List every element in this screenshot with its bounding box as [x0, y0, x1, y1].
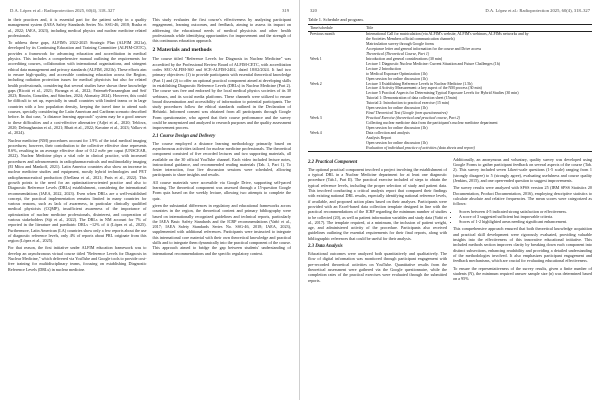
table-cell-title: Introduction and general considerations (30 min) [366, 56, 443, 61]
paragraph: The survey results were analyzed with SPSS version 25 (IBM SPSS Statistics 20 Documentation, Product Documentation, 2016), employing descriptive statistics to calculate absolute and relative frequencies. The mean scores were categorized as follows: [453, 185, 592, 207]
paragraph: given the substantial differences in regulatory and educational frameworks across countries in the region, the theoretical content and primary bibliography were based on internationally recognized guidelines and technical reports, particularly the IAEA Basic Safety Standards and the ICRP recommendations (Vañó et al., 2017; IAEA Safety Standards Series No. SSG-46, 2018; IAEA, 2023), supplemented with additional references. Participants were instructed to integrate this international core material with their own theoretical knowledge and practical skills and to integrate them dynamically into the practical component of the course. This approach aimed to bridge the gap between students' understanding of international recommendations and the specific regulatory context. [152, 202, 291, 256]
table-cell-title: Practical Exercise (theoretical and practical course, Part 2) [366, 116, 460, 121]
table-cell-title: Tutorial 2: Introduction to practical exercise (15 min) [366, 101, 450, 106]
paragraph: The course titled "Reference Levels for Diagnosis in Nuclear Medicine" was accredited by the Professional Review Board of ALFIM-CETC, with accreditation codes SEC-ALFIM-360 and SCE-ALFIM-2402, dated 18/02/2024. It had two primary objectives: (1) to provide participants with essential theoretical knowledge (Part 1) and (2) to offer an optional practical component aimed at developing skills in establishing Diagnostic Reference Levels (DRLs) in Nuclear Medicine (Part 2). The course was free and endorsed by the local medical physics societies of its 30 webinars, and its social media platforms. These channels were utilized to ensure broad dissemination and accessibility of information to potential participants. The study procedures follow the ethical standards outlined in the Declaration of Helsinki. Informed consent was obtained from all participants through Google Form questionnaire, who agreed that their course performance and the survey could be anonymized and analyzed to research purposes and the quality assessment improvement process. [152, 56, 291, 131]
table-cell-title: Evaluation of individual practice of activities (data sheets and report) [364, 146, 592, 151]
table-row [308, 146, 592, 151]
table-cell-title: Open session for online discussion (1h) [366, 106, 428, 111]
column-header-time: Time/schedule [308, 25, 364, 32]
right-page [300, 0, 600, 400]
table-cell-title: Open session for online discussion (1h) [366, 126, 428, 131]
column-header-title: Title [364, 25, 592, 32]
table-cell-title: Theoretical (Theoretical Course, Part 1) [366, 51, 430, 56]
paragraph: in their practices and, it is essential part for the patient safety in a quality management system (IAEA Safety Standards Series No. SSG-46, 2018; Rusha et al., 2022; IAEA, 2023), including medical physics and nuclear medicine related professionals. [8, 17, 147, 38]
table-cell-title: the Societies Members official communication channels) [366, 36, 455, 41]
paragraph: This comprehensive approach ensured that both theoretical knowledge acquisition and practical skill development were rigorously evaluated, providing valuable insights into the effectiveness of this innovative educational initiative. This included methods section improves clarity by breaking down each component into distinct subsections, enhancing readability and providing a detailed understanding of the methodologies involved. It also emphasizes participant engagement and feedback mechanisms, which are crucial for evaluating educational effectiveness. [453, 226, 592, 264]
table-cell-title: Lecture 2 Introduction [366, 66, 402, 71]
schedule-table [308, 24, 592, 152]
table-cell-title: to Medical Exposure Optimization (1h) [366, 71, 428, 76]
paragraph: For that reason, the first initiative under ALFIM education framework was to develop an asynchronous virtual course titled "Reference Levels for Diagnosis in Nuclear Medicine," which delivered via YouTube and Google tools to provide cost-free training for multidisciplinary teams, focusing on establishing Diagnostic Reference Levels (DRLs) in nuclear medicine. [8, 245, 147, 272]
table-cell-title: Lecture 3 Establishing Reference Levels in Nuclear Medicine (1.5h) [366, 81, 473, 86]
left-column-2 [153, 17, 292, 274]
right-column-2 [453, 157, 592, 285]
table-header-row [308, 25, 592, 32]
table-body [308, 32, 592, 152]
page-number: 320 [310, 8, 317, 13]
subsection-heading: 2.1 Course Design and Delivery [152, 133, 216, 139]
paragraph: To ensure the representativeness of the survey results, given a finite number of students (N), the minimum required answer sample size (n) was determined based on a 95% [453, 265, 592, 282]
table-cell-title: International Call for matriculation (via ALFIM's website, ALFIM's webinars, ALFIMs networks and by [366, 32, 529, 36]
table-cell-title: Open session for online discussion (1h) [366, 140, 428, 145]
paragraph: The course employed a distance learning methodology primarily based on asynchronous activities tailored for nuclear medicine professionals. The theoretical component consisted of five recorded lectures and two supporting materials, all available on the 30 official YouTube channel. Each video included lecture notes, instructional guidance, and recommended reading materials (Tab. 1, Part 1). To foster interaction, four live discussion sessions were scheduled, allowing participants to share insights and results. [152, 140, 291, 178]
left-column-1 [8, 17, 147, 274]
paragraph: This study evaluates the first course's effectiveness by analyzing participant engagement, learning outcomes, and feedback, aiming to assess its impact on addressing the educational needs of medical physicists and other health professionals while identifying opportunities for improvement and the strength of this continuous education approach. [152, 17, 291, 44]
paragraph: Nuclear medicine (NM) procedures account for 1.9% of the total medical imaging procedures; however, their contribution to the collective effective dose represents 8.6%, resulting in an average effective dose of 0.12 mSv per caput (UNSCEAR, 2022). Nuclear Medicine plays a vital role in clinical practice, with increased procedures and advancements in radiopharmaceuticals and multimodality imaging (El Mitra and Mankoff, 2021). Latin America countries also show an increase in nuclear medicine studies and equipment, mostly hybrid technologies and PET radiopharmaceutical production (Orellana et al., 2021; Paris et al., 2022). This growth points to the need for an optimization-oriented practice and also to Diagnostic Reference Levels (DRLs) establishment, considering the international recommendations (IAEA, 2022, 2023). Even when DRLs are a well-established concept, the practical implementation remains limited in many countries for various reasons, such as lack of awareness, in particular clinically qualified medical physicists (CQMP), insufficient awareness of the importance of optimization of nuclear medicine professionals, disinterest, and cooperation of various stakeholders (Siji et al., 2022). The DRLs in NM account for 7% of reported in the literature and paediatric DRLs ~12% of it (López et al., 2025). Furthermore, Latin American (LA) countries show only a few reports about the use of diagnostic reference levels, only 4% of reports about PRL originate from this region (López et al., 2025). [8, 137, 147, 244]
page-number: 319 [282, 8, 289, 13]
right-column-1 [308, 157, 447, 285]
list-item: • Scores between 4-5 indicated strong satisfaction or effectiveness. [459, 209, 592, 214]
table-cell-time: Week 1 [310, 56, 322, 61]
paragraph: To address these gaps, ALFIM's 2022-2025 Strategic Plan (ALFIM 2021a), developed by its Continuing Education and Training Committee (ALFIM-CETC), provides a framework for advancing education and accreditation in medical physics. This includes a comprehensive manual outlining the requirements for accrediting courses, collaboration with international organizations, and stringent ethical data management and privacy standards (ALFIM, 2021b). These efforts aim to ensure high-quality, and accessible continuing education across the Region, including radiation protection issues for medical physicists but also for related health professionals, considering that several studies have shown these knowledge gaps (Ricotti et al., 2021; Bwanga et al., 2022; Fatemeh-Farzaneghan and Seif 2023; Rincón, González, and Sánchez, 2024; Alomairy 2024). However, this could be difficult to set up, especially in small countries with limited teams or in large countries with a low population density, keeping the travel time to attend such courses, specially considering the Latin American and Caribean scenario described before. In that case, "a distance learning approach" system may be a good answer to these difficulties and a cost-effective alternative (Adjei et al., 2020; Teblova, 2020; Delmaghanian et al., 2021; Bhatt et al., 2022; Kavaine et al., 2023; Valkov et al., 2024). [8, 40, 147, 136]
table-cell-title: Analysis Report [366, 136, 392, 141]
table-cell-title: Lecture 1 Diagnostic Nuclear Medicine: Current Situation and Future Challenges (1h) [366, 61, 500, 66]
table-caption: Table 1. Schedule and program. [308, 17, 364, 22]
list-item: • Scores of 1-2 highlighted areas needing significant enhancement. [459, 219, 592, 224]
table-cell-title: Tutorial 1: Demonstration of data collection sheet (15min) [366, 96, 457, 101]
running-header-left [8, 6, 291, 17]
table-cell-time: Week 3 [310, 116, 322, 121]
table-cell-title: Open session for online discussion (1h) [366, 76, 428, 81]
running-header-right [308, 6, 592, 17]
criteria-list [453, 209, 592, 225]
table-cell-title: Final Theoretical Test (Google form questionnaires) [366, 111, 448, 116]
table-cell-time: Week 4 [310, 131, 322, 136]
section-heading: 2 Materials and methods [152, 47, 212, 54]
table-cell-time: Week 2 [310, 81, 322, 86]
table-cell-title: Matriculation survey through Google forms [366, 41, 435, 46]
table-cell-time [308, 146, 364, 151]
paragraph: Additionally, an anonymous and voluntary, quality survey was developed using Google Forms to gather participant feedback on several aspects of the course (Tab. 2). This survey included seven Likert-scale questions (1-5 scale) ranging from 1 (strongly disagree) to 5 (strongly agree), evaluating usefulness and course quality (Jenkins, 2015), and one open-ended question to suggest improvements. [453, 156, 592, 184]
header-citation: D.A. López et al.: Radioprotection 2025, 60(4), 318–327 [10, 8, 115, 13]
paragraph: Educational outcomes were analyzed both quantitatively and qualitatively. The flow of digital information was monitored through participant engagement with pre-recorded theoretical activities on YouTube. Quantitative results from the theoretical assessment were gathered via the Google questionnaire, while the completion rates of the practical exercises were evaluated through the submitted reports. [308, 251, 447, 283]
paragraph: All course materials were accessible via Google Drive, supporting self-paced learning. The theoretical component was assessed through a 15-question Google Form quiz based on the weekly lecture, allowing two attempts to complete the quiz. [152, 179, 291, 201]
subsection-heading: 2.2 Practical Component [308, 159, 358, 165]
table-cell-title: Collecting nuclear medicine data from the participant's nuclear medicine department [366, 121, 498, 126]
header-citation: D.A. López et al.: Radioprotection 2025, 60(4), 318–327 [485, 8, 590, 13]
table-cell-time: Previous month [310, 32, 335, 36]
subsection-heading: 2.3 Data Analysis [308, 244, 343, 250]
table-cell-title: Lecture 4 Activity Measurement: a key aspect of the NM process (30 min) [366, 86, 482, 91]
table-cell-title: Data collection and analysis [366, 131, 410, 136]
table-cell-title: Lecture 5 Practical Aspects for Determining Typical Exposure Levels for Hybrid Studies (30 min) [366, 91, 519, 96]
paragraph: The optional practical component involved a project involving the establishment of a typical DRL in a Nuclear Medicine department for at least one diagnostic procedure (Tab.1, Part II). The practical exercise included of steps to obtain the typical reference levels, including the proper selection of study and patient data. This involved conducting a critical analysis report that compared their findings with existing national DRL results, especially identifying national reference levels, if available, and proposed action plans based on their analyses. Participants were provided with an Excel-based data collection template designed in line with the practical recommendations of the ICRP regarding the minimum number of studies to be collected (20), as well as patient information variables and study data (Vañó et al., 2017). The template required, at a minimum, the inclusion of patient weight, age, and administered activity of the procedure. Participants also received guidelines outlining the essential requirements for their final reports, along with bibliographic references that could be useful for their analysis. [308, 166, 448, 241]
list-item: • A score of 3 suggested sufficient but improvable criteria. [459, 214, 592, 219]
table-cell-title: Acceptance letter and general information for the course and Drive access [366, 46, 482, 51]
